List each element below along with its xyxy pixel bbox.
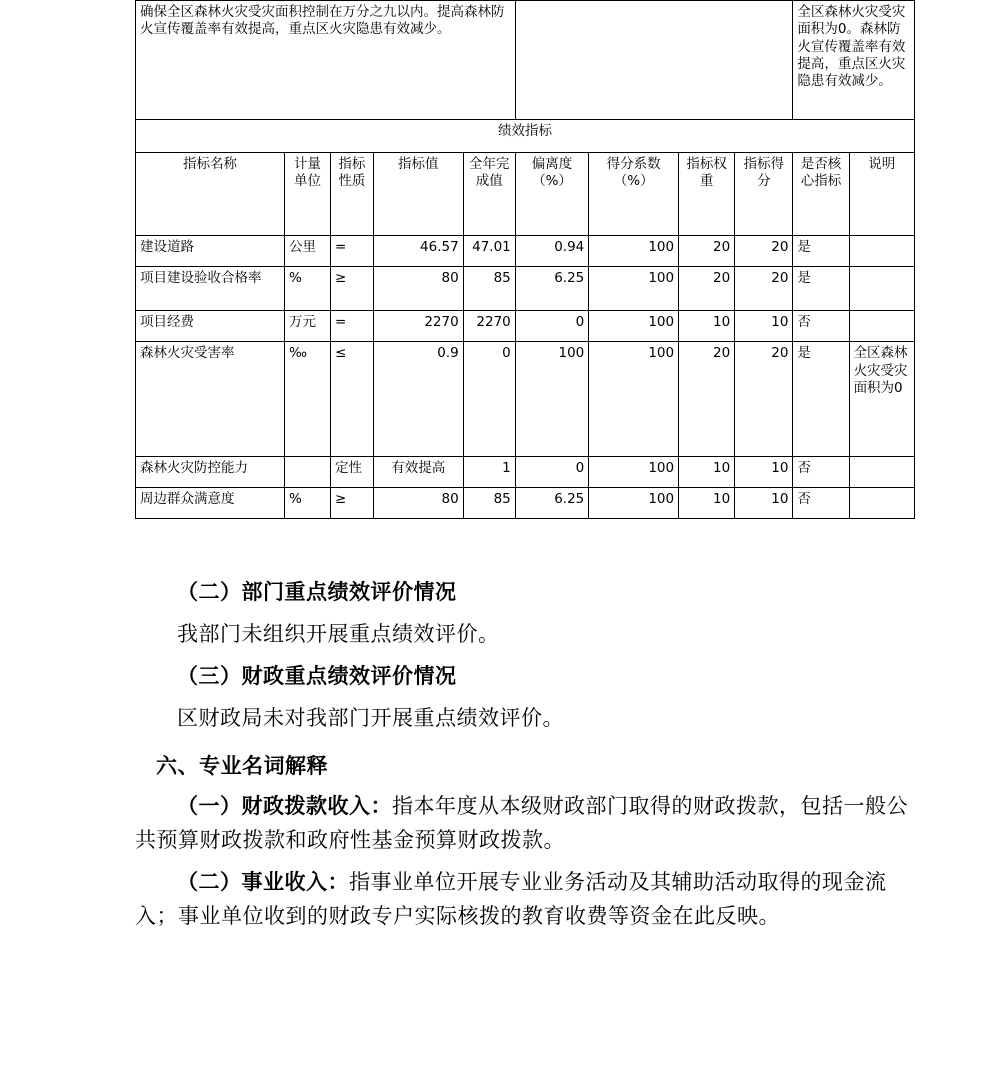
cell-indicator-name: 建设道路 xyxy=(136,236,285,267)
table-row xyxy=(136,488,915,519)
cell-weight: 10 xyxy=(679,311,735,342)
cell-indicator-name: 项目经费 xyxy=(136,311,285,342)
cell-core-indicator: 是 xyxy=(793,236,849,267)
cell-score-coefficient: 100 xyxy=(589,311,679,342)
col-header-deviation: 偏离度（%） xyxy=(515,153,589,236)
cell-actual-value: 85 xyxy=(463,267,515,311)
table-row xyxy=(136,457,915,488)
cell-score-coefficient: 100 xyxy=(589,267,679,311)
performance-table xyxy=(135,0,915,519)
cell-nature: ≥ xyxy=(330,267,373,311)
cell-core-indicator: 否 xyxy=(793,457,849,488)
target-description-cell: 确保全区森林火灾受灾面积控制在万分之九以内。提高森林防火宣传覆盖率有效提高，重点区火灾隐患有效减少。 xyxy=(136,1,516,120)
col-header-core-indicator: 是否核心指标 xyxy=(793,153,849,236)
cell-nature: ≥ xyxy=(330,488,373,519)
cell-unit: 公里 xyxy=(285,236,331,267)
performance-indicator-title: 绩效指标 xyxy=(136,120,915,153)
cell-target-value: 有效提高 xyxy=(373,457,463,488)
col-header-score: 指标得分 xyxy=(735,153,793,236)
col-header-nature: 指标性质 xyxy=(330,153,373,236)
target-empty-cell xyxy=(515,1,793,120)
col-header-target-value: 指标值 xyxy=(373,153,463,236)
cell-deviation: 6.25 xyxy=(515,488,589,519)
table-row xyxy=(136,1,915,120)
cell-indicator-name: 森林火灾受害率 xyxy=(136,342,285,457)
cell-deviation: 0 xyxy=(515,311,589,342)
cell-actual-value: 85 xyxy=(463,488,515,519)
table-row xyxy=(136,236,915,267)
cell-target-value: 46.57 xyxy=(373,236,463,267)
term-1-text: 指本年度从本级财政部门取得的财政拨款，包括一般公共预算财政拨款和政府性基金预算财政拨款。 xyxy=(135,794,908,853)
section-3-paragraph: 区财政局未对我部门开展重点绩效评价。 xyxy=(177,706,564,731)
cell-actual-value: 2270 xyxy=(463,311,515,342)
col-header-weight: 指标权重 xyxy=(679,153,735,236)
document-body xyxy=(135,575,925,941)
cell-score: 10 xyxy=(735,488,793,519)
cell-deviation: 0 xyxy=(515,457,589,488)
table-row xyxy=(136,342,915,457)
table-row xyxy=(136,267,915,311)
term-2-label: （二）事业收入： xyxy=(177,869,349,895)
term-2-paragraph xyxy=(135,865,925,933)
cell-target-value: 80 xyxy=(373,267,463,311)
col-header-unit: 计量单位 xyxy=(285,153,331,236)
cell-score: 20 xyxy=(735,342,793,457)
cell-weight: 10 xyxy=(679,488,735,519)
col-header-indicator-name: 指标名称 xyxy=(136,153,285,236)
cell-core-indicator: 是 xyxy=(793,267,849,311)
cell-score-coefficient: 100 xyxy=(589,236,679,267)
cell-deviation: 100 xyxy=(515,342,589,457)
col-header-actual-value: 全年完成值 xyxy=(463,153,515,236)
cell-score-coefficient: 100 xyxy=(589,457,679,488)
col-header-score-coefficient: 得分系数（%） xyxy=(589,153,679,236)
cell-note xyxy=(849,267,914,311)
cell-score-coefficient: 100 xyxy=(589,342,679,457)
table-row xyxy=(136,311,915,342)
cell-indicator-name: 森林火灾防控能力 xyxy=(136,457,285,488)
cell-weight: 20 xyxy=(679,342,735,457)
cell-score: 20 xyxy=(735,236,793,267)
cell-unit: % xyxy=(285,488,331,519)
cell-actual-value: 0 xyxy=(463,342,515,457)
section-2-paragraph: 我部门未组织开展重点绩效评价。 xyxy=(177,622,500,647)
section-2-heading: （二）部门重点绩效评价情况 xyxy=(177,579,457,604)
cell-target-value: 80 xyxy=(373,488,463,519)
cell-weight: 20 xyxy=(679,236,735,267)
cell-note xyxy=(849,457,914,488)
cell-deviation: 0.94 xyxy=(515,236,589,267)
cell-note xyxy=(849,488,914,519)
cell-score: 10 xyxy=(735,457,793,488)
cell-deviation: 6.25 xyxy=(515,267,589,311)
term-1-label: （一）财政拨款收入： xyxy=(177,793,392,819)
cell-indicator-name: 项目建设验收合格率 xyxy=(136,267,285,311)
cell-target-value: 0.9 xyxy=(373,342,463,457)
cell-note xyxy=(849,311,914,342)
cell-unit xyxy=(285,457,331,488)
cell-core-indicator: 否 xyxy=(793,311,849,342)
cell-nature: 定性 xyxy=(330,457,373,488)
cell-nature: = xyxy=(330,311,373,342)
term-1-paragraph xyxy=(135,789,925,857)
actual-description-cell: 全区森林火灾受灾面积为0。森林防火宣传覆盖率有效提高，重点区火灾隐患有效减少。 xyxy=(793,1,915,120)
cell-note xyxy=(849,236,914,267)
table-header-row xyxy=(136,153,915,236)
cell-unit: ‰ xyxy=(285,342,331,457)
cell-unit: % xyxy=(285,267,331,311)
table-row xyxy=(136,120,915,153)
cell-core-indicator: 否 xyxy=(793,488,849,519)
cell-score: 10 xyxy=(735,311,793,342)
cell-weight: 10 xyxy=(679,457,735,488)
performance-table-container xyxy=(135,0,915,519)
cell-nature: = xyxy=(330,236,373,267)
section-6-heading: 六、专业名词解释 xyxy=(156,753,328,779)
cell-actual-value: 47.01 xyxy=(463,236,515,267)
term-2-text: 指事业单位开展专业业务活动及其辅助活动取得的现金流入；事业单位收到的财政专户实际核拨的教育收费等资金在此反映。 xyxy=(135,870,887,929)
section-3-heading: （三）财政重点绩效评价情况 xyxy=(177,663,457,689)
cell-target-value: 2270 xyxy=(373,311,463,342)
cell-core-indicator: 是 xyxy=(793,342,849,457)
cell-note: 全区森林火灾受灾面积为0 xyxy=(849,342,914,457)
cell-nature: ≤ xyxy=(330,342,373,457)
cell-unit: 万元 xyxy=(285,311,331,342)
col-header-note: 说明 xyxy=(849,153,914,236)
cell-actual-value: 1 xyxy=(463,457,515,488)
cell-score: 20 xyxy=(735,267,793,311)
cell-weight: 20 xyxy=(679,267,735,311)
cell-indicator-name: 周边群众满意度 xyxy=(136,488,285,519)
cell-score-coefficient: 100 xyxy=(589,488,679,519)
